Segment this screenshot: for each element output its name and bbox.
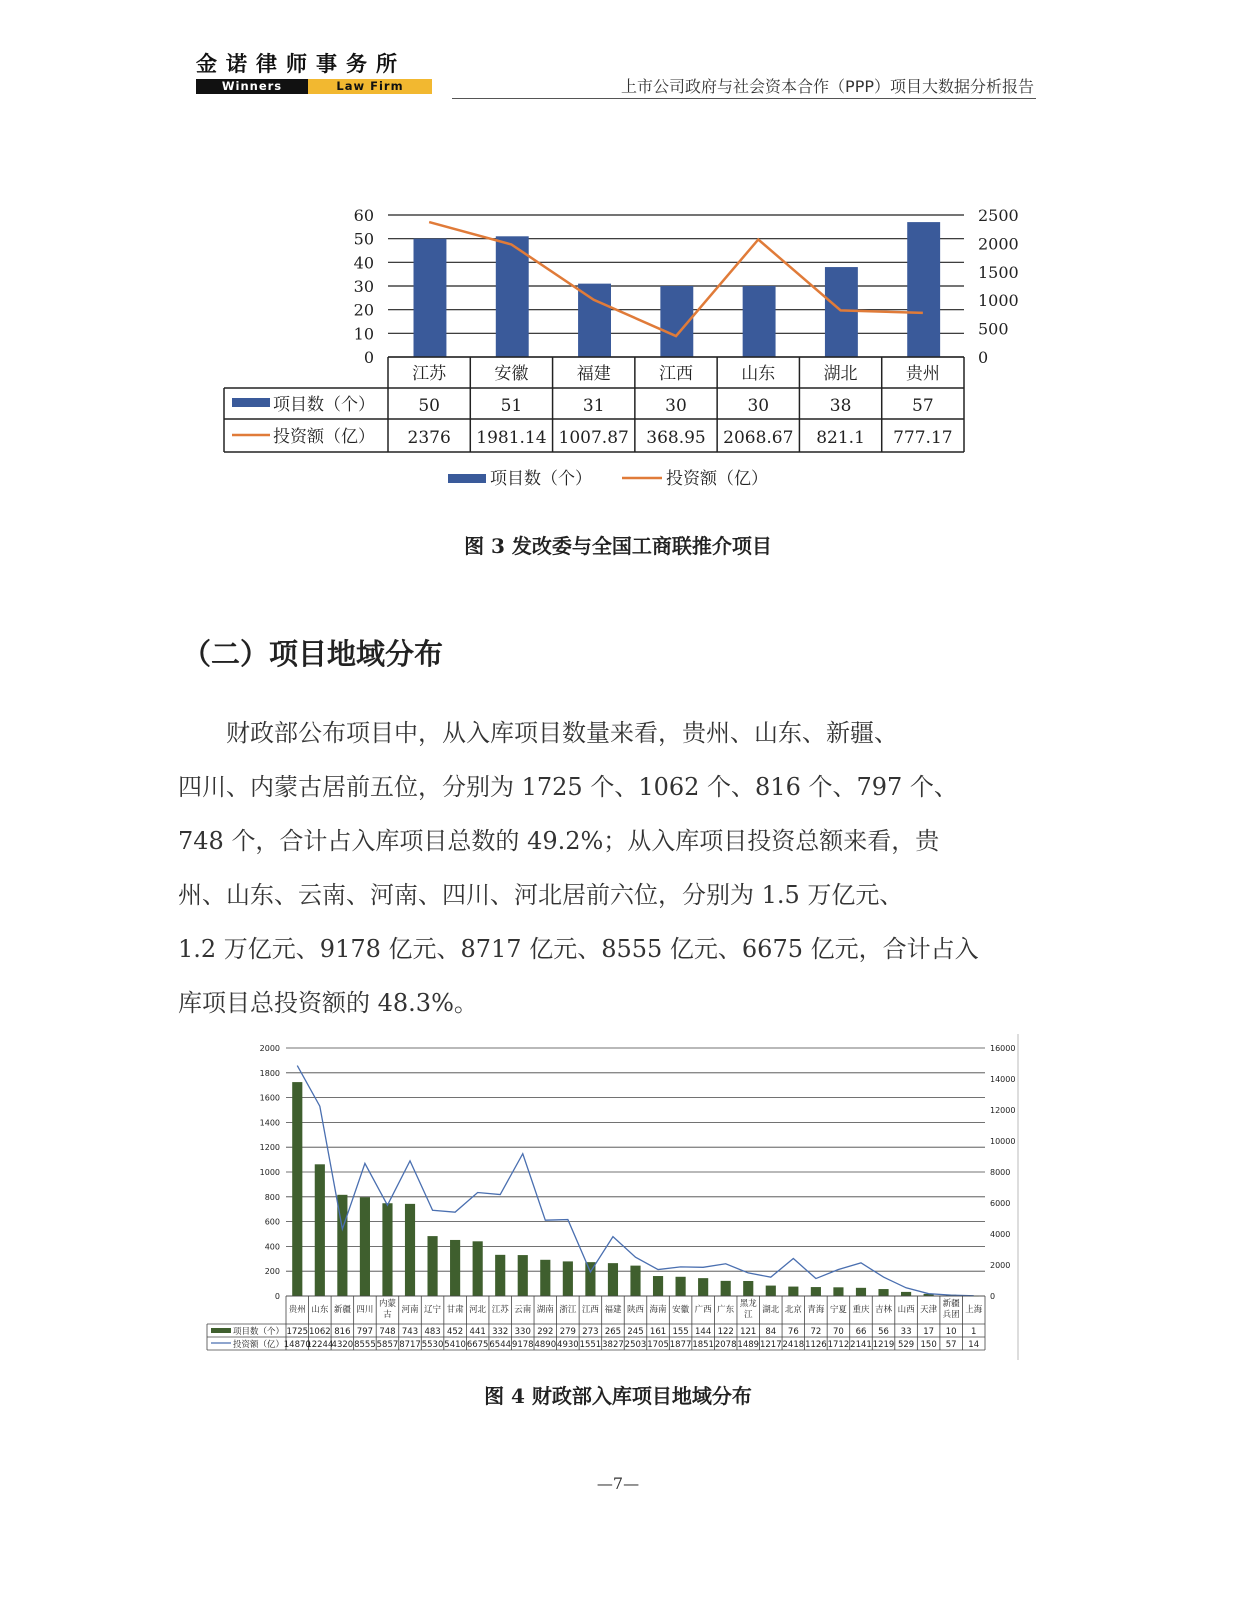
data-label: 1981.14 [476, 428, 547, 448]
data-label: 330 [514, 1327, 531, 1337]
data-label: 8717 [399, 1340, 421, 1350]
data-label: 57 [912, 396, 934, 416]
figure3-chart [0, 0, 1236, 520]
y-right-tick-label: 0 [978, 348, 989, 367]
data-label: 5410 [444, 1340, 466, 1350]
data-label: 12244 [306, 1340, 334, 1350]
bar [721, 1281, 731, 1296]
data-label: 1877 [669, 1340, 692, 1350]
legend-label: 投资额（亿） [233, 1340, 285, 1350]
bar [518, 1255, 528, 1296]
data-label: 1851 [692, 1340, 714, 1350]
data-label: 743 [401, 1327, 419, 1337]
y-left-tick-label: 1800 [259, 1068, 280, 1078]
data-label: 76 [787, 1327, 799, 1337]
bar [833, 1287, 843, 1296]
legend-label: 项目数（个） [273, 395, 375, 415]
y-left-tick-label: 2000 [259, 1044, 280, 1053]
y-left-tick-label: 600 [264, 1217, 280, 1227]
paragraph-line: 库项目总投资额的 48.3%。 [178, 989, 478, 1017]
data-label: 70 [833, 1327, 844, 1337]
y-right-tick-label: 0 [990, 1292, 996, 1301]
data-label: 4890 [534, 1340, 557, 1350]
data-label: 332 [492, 1327, 509, 1337]
data-label: 265 [604, 1327, 622, 1337]
bar [414, 239, 447, 357]
data-label: 816 [334, 1327, 351, 1337]
y-right-tick-label: 6000 [990, 1199, 1011, 1208]
bar [676, 1277, 686, 1296]
data-label: 2068.67 [723, 428, 794, 448]
section-heading: （二）项目地域分布 [182, 637, 444, 671]
data-label: 6544 [489, 1340, 512, 1350]
category-label: 浙江 [559, 1305, 577, 1315]
bar [496, 236, 529, 357]
category-label: 上海 [965, 1305, 983, 1315]
data-label: 821.1 [816, 428, 865, 448]
bar [382, 1203, 392, 1296]
bar [811, 1287, 821, 1296]
legend-label: 投资额（亿） [273, 427, 375, 447]
y-right-tick-label: 2000 [990, 1261, 1011, 1270]
data-label: 368.95 [646, 428, 706, 448]
data-label: 30 [747, 396, 770, 416]
data-label: 1725 [286, 1327, 309, 1337]
category-label: 安徽 [672, 1305, 690, 1315]
category-label: 安徽 [494, 364, 529, 384]
y-right-tick-label: 2500 [978, 206, 1019, 225]
y-right-tick-label: 2000 [978, 234, 1019, 254]
data-label: 6675 [466, 1340, 489, 1350]
data-label: 2418 [782, 1340, 805, 1350]
logo-english-winners: Winners [196, 79, 308, 94]
data-label: 483 [424, 1327, 441, 1337]
data-label: 38 [829, 396, 852, 416]
data-label: 14870 [283, 1340, 311, 1350]
paragraph-line: 州、山东、云南、河南、四川、河北居前六位，分别为 1.5 万亿元、 [178, 881, 904, 909]
data-label: 57 [945, 1340, 957, 1350]
bar [901, 1292, 911, 1296]
data-label: 72 [810, 1327, 822, 1337]
figure4-chart [0, 1030, 1236, 1370]
page-number: —7— [596, 1474, 640, 1493]
data-label: 30 [665, 396, 687, 416]
logo-chinese-name: 金诺律师事务所 [196, 51, 406, 76]
legend-label: 投资额（亿） [666, 469, 768, 489]
category-label: 山东 [311, 1305, 329, 1315]
figure3-caption: 图 3 发改委与全国工商联推介项目 [464, 534, 772, 558]
data-label: 5857 [376, 1340, 399, 1350]
bar [608, 1263, 618, 1296]
data-label: 4320 [331, 1340, 354, 1350]
y-left-tick-label: 1400 [259, 1118, 280, 1128]
data-label: 84 [765, 1327, 777, 1337]
data-label: 1007.87 [558, 428, 629, 448]
y-right-tick-label: 14000 [990, 1075, 1016, 1084]
category-label: 贵州 [288, 1305, 306, 1315]
data-label: 5530 [421, 1340, 444, 1350]
category-label: 广西 [694, 1305, 712, 1315]
data-label: 10 [945, 1327, 957, 1337]
category-label: 陕西 [626, 1305, 645, 1315]
y-right-tick-label: 4000 [990, 1230, 1011, 1239]
bar [878, 1289, 888, 1296]
bar [630, 1266, 640, 1296]
y-right-tick-label: 12000 [990, 1106, 1016, 1115]
category-label: 江苏 [491, 1305, 509, 1315]
y-right-tick-label: 16000 [990, 1044, 1016, 1053]
data-label: 1 [971, 1327, 977, 1337]
logo-english-lawfirm: Law Firm [308, 79, 432, 94]
data-label: 66 [855, 1327, 867, 1337]
category-label: 江西 [581, 1305, 599, 1315]
data-label: 161 [649, 1327, 667, 1337]
bar [563, 1261, 573, 1296]
bar [907, 222, 940, 357]
y-left-tick-label: 50 [353, 229, 374, 249]
y-left-tick-label: 1600 [259, 1093, 280, 1103]
data-label: 56 [878, 1327, 889, 1337]
bar [292, 1082, 302, 1296]
category-label: 湖北 [762, 1305, 780, 1315]
data-label: 2141 [850, 1340, 872, 1350]
data-label: 273 [582, 1327, 599, 1337]
category-label: 山西 [897, 1305, 915, 1315]
y-left-tick-label: 1200 [259, 1143, 280, 1153]
bar [743, 1281, 753, 1296]
category-label: 宁夏 [829, 1305, 847, 1315]
bar [856, 1288, 866, 1296]
y-right-tick-label: 8000 [990, 1168, 1011, 1177]
data-label: 9178 [511, 1340, 534, 1350]
data-label: 150 [920, 1340, 937, 1350]
data-label: 1489 [737, 1340, 760, 1350]
paragraph-line: 四川、内蒙古居前五位，分别为 1725 个、1062 个、816 个、797 个、 [178, 773, 958, 801]
category-label: 四川 [356, 1305, 374, 1315]
data-label: 529 [897, 1340, 915, 1350]
legend-label: 项目数（个） [233, 1327, 285, 1337]
paragraph-line: 748 个，合计占入库项目总数的 49.2%；从入库项目投资总额来看，贵 [178, 827, 940, 855]
data-label: 155 [672, 1327, 689, 1337]
y-left-tick-label: 800 [264, 1192, 280, 1202]
category-label: 甘肃 [446, 1305, 464, 1315]
data-label: 1705 [647, 1340, 669, 1350]
data-label: 245 [627, 1327, 644, 1337]
bar [473, 1241, 483, 1296]
y-left-tick-label: 200 [264, 1267, 280, 1277]
y-left-tick-label: 40 [353, 253, 374, 273]
paragraph-line: 财政部公布项目中，从入库项目数量来看，贵州、山东、新疆、 [178, 719, 898, 747]
category-label: 湖北 [823, 364, 858, 384]
bar [766, 1286, 776, 1296]
data-label: 3827 [602, 1340, 624, 1350]
data-label: 1712 [827, 1340, 850, 1350]
data-label: 748 [379, 1327, 396, 1337]
data-label: 1062 [309, 1327, 331, 1337]
legend-swatch-bar [211, 1328, 231, 1333]
y-left-tick-label: 400 [264, 1242, 280, 1252]
bar [427, 1236, 437, 1296]
category-label: 黑龙江 [739, 1299, 757, 1320]
category-label: 云南 [514, 1305, 532, 1315]
y-left-tick-label: 1000 [259, 1168, 280, 1177]
data-label: 8555 [354, 1340, 376, 1350]
bar [788, 1287, 798, 1296]
data-label: 4930 [557, 1340, 579, 1350]
header-title: 上市公司政府与社会资本合作（PPP）项目大数据分析报告 [621, 77, 1034, 96]
category-label: 重庆 [852, 1305, 870, 1315]
y-left-tick-label: 20 [353, 300, 374, 320]
category-label: 山东 [741, 364, 776, 384]
data-label: 50 [418, 396, 440, 416]
y-left-tick-label: 0 [363, 348, 374, 367]
y-left-tick-label: 60 [353, 206, 374, 225]
data-label: 1126 [805, 1340, 827, 1350]
y-right-tick-label: 10000 [990, 1137, 1016, 1146]
data-label: 441 [469, 1327, 486, 1337]
bar [450, 1240, 460, 1296]
category-label: 北京 [784, 1305, 802, 1315]
data-label: 121 [740, 1327, 757, 1337]
data-label: 122 [717, 1327, 734, 1337]
data-label: 2078 [714, 1340, 737, 1350]
legend-label: 项目数（个） [490, 469, 592, 489]
category-label: 海南 [649, 1305, 667, 1315]
data-label: 2376 [407, 428, 451, 448]
category-label: 吉林 [875, 1305, 893, 1315]
category-label: 福建 [604, 1305, 622, 1315]
data-label: 279 [559, 1327, 576, 1337]
data-label: 292 [537, 1327, 554, 1337]
bar [315, 1164, 325, 1296]
category-label: 内蒙古 [378, 1299, 396, 1320]
legend-swatch-bar [232, 398, 270, 407]
bar [360, 1197, 370, 1296]
data-label: 14 [968, 1340, 980, 1350]
category-label: 江西 [659, 364, 693, 384]
category-label: 福建 [576, 364, 611, 384]
category-label: 河南 [401, 1305, 419, 1315]
category-label: 湖南 [536, 1305, 554, 1315]
data-label: 452 [446, 1327, 464, 1337]
y-right-tick-label: 500 [978, 319, 1009, 339]
data-label: 144 [695, 1327, 712, 1337]
category-label: 辽宁 [424, 1305, 442, 1315]
data-label: 33 [900, 1327, 912, 1337]
bar [825, 267, 858, 357]
category-label: 贵州 [905, 364, 940, 384]
category-label: 河北 [469, 1305, 487, 1315]
bar [653, 1276, 663, 1296]
y-left-tick-label: 10 [353, 324, 374, 344]
series-line [297, 1066, 973, 1296]
data-label: 1551 [579, 1340, 602, 1350]
category-label: 天津 [920, 1305, 938, 1315]
legend-swatch-bar [448, 474, 486, 483]
data-label: 777.17 [893, 428, 953, 448]
category-label: 新疆 [333, 1305, 351, 1315]
data-label: 2503 [624, 1340, 647, 1350]
bar [540, 1260, 550, 1296]
data-label: 31 [582, 396, 605, 416]
category-label: 新疆兵团 [942, 1299, 960, 1320]
data-label: 797 [356, 1327, 374, 1337]
y-right-tick-label: 1500 [978, 262, 1019, 282]
bar [405, 1204, 415, 1296]
body-paragraph [178, 706, 1038, 1030]
figure4-caption: 图 4 财政部入库项目地域分布 [484, 1384, 752, 1408]
data-label: 17 [923, 1327, 935, 1337]
data-label: 1217 [759, 1340, 782, 1350]
bar [495, 1255, 505, 1296]
category-label: 青海 [807, 1305, 825, 1315]
y-left-tick-label: 0 [274, 1292, 280, 1301]
data-label: 1219 [872, 1340, 895, 1350]
data-label: 51 [500, 396, 523, 416]
y-right-tick-label: 1000 [978, 291, 1019, 311]
bar [743, 286, 776, 357]
category-label: 广东 [717, 1305, 735, 1315]
bar [578, 284, 611, 357]
bar [698, 1278, 708, 1296]
paragraph-line: 1.2 万亿元、9178 亿元、8717 亿元、8555 亿元、6675 亿元，合计占入 [178, 935, 979, 963]
y-left-tick-label: 30 [353, 277, 374, 296]
category-label: 江苏 [412, 364, 447, 384]
